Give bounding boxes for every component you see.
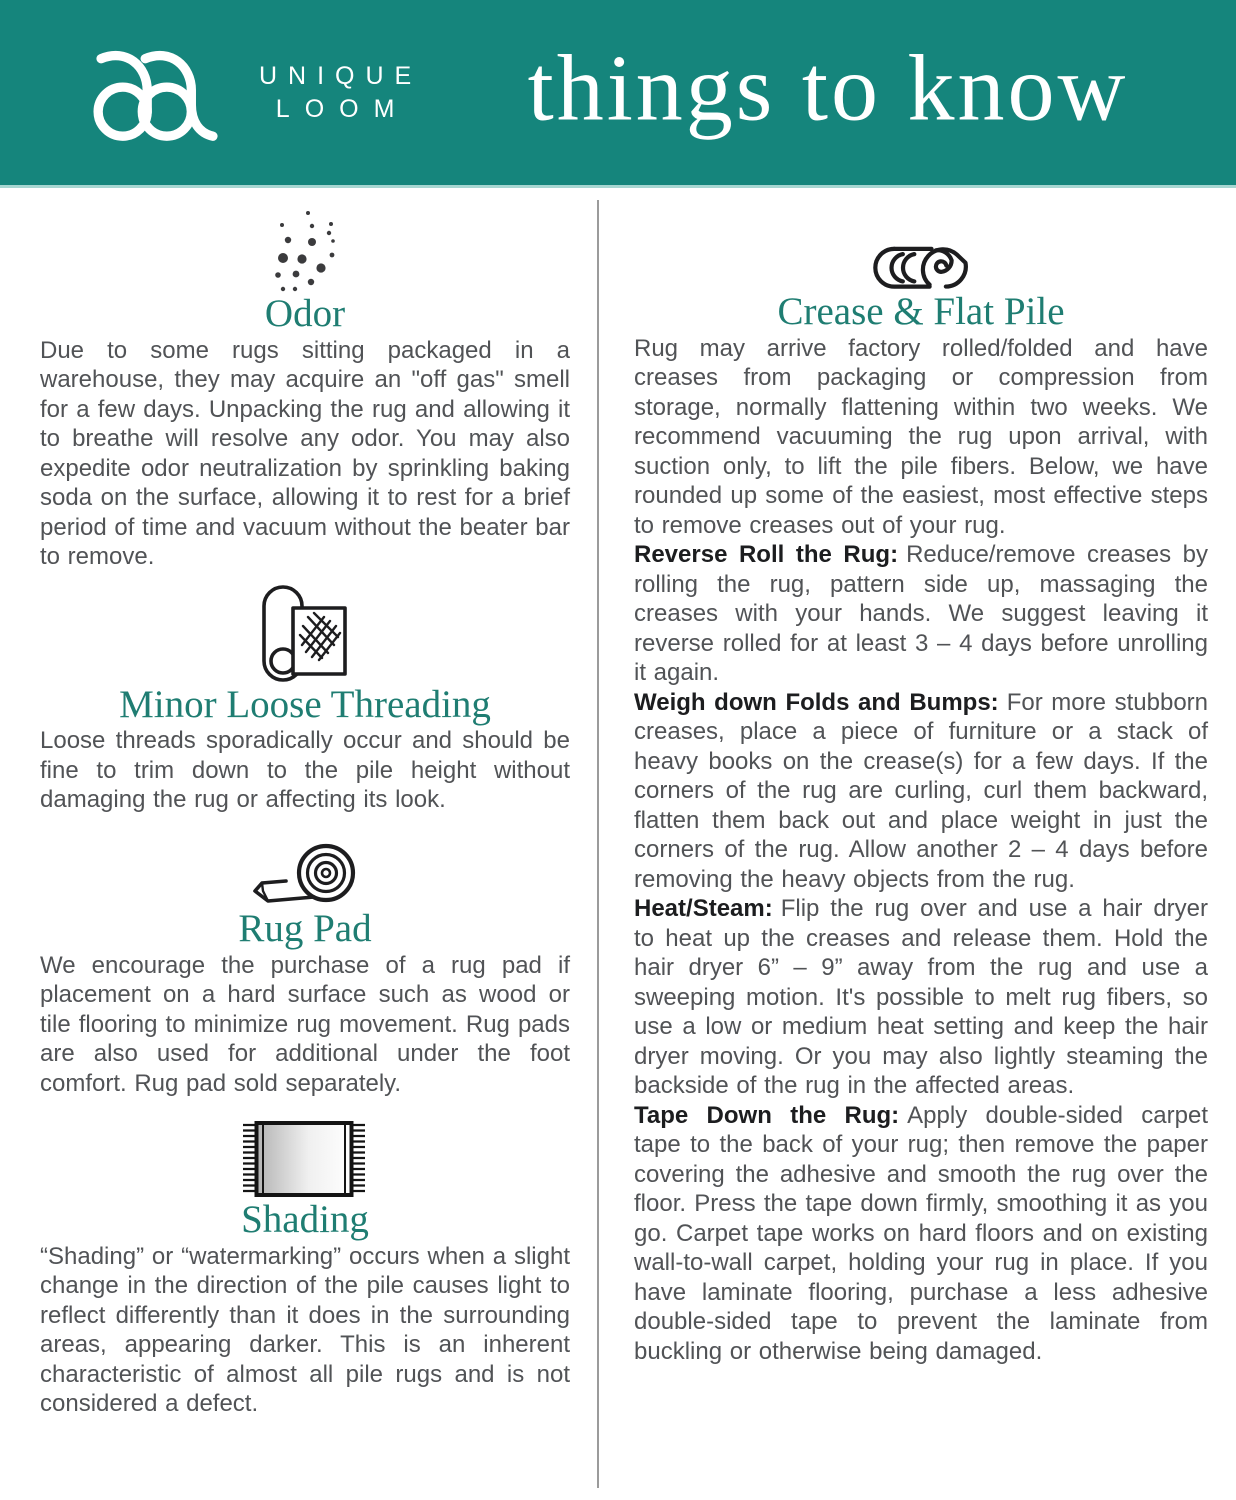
tip-weigh-down-label: Weigh down Folds and Bumps:	[634, 688, 999, 716]
tip-reverse-roll-label: Reverse Roll the Rug:	[634, 541, 899, 569]
brand-name-line2: LOOM	[275, 94, 410, 123]
left-column	[0, 188, 597, 1419]
section-body-odor: Due to some rugs sitting packaged in a warehouse, they may acquire an "off gas" smell for a few days. Unpacking the rug and allowing it to breathe will resolve any odor. You may also expedite odor neutralization by sprinkling baking soda on the surface, allowing it to rest for a brief period of time and vacuum without the beater bar to remove.	[40, 336, 570, 571]
section-heading-loose-threading: Minor Loose Threading	[119, 682, 491, 726]
tip-reverse-roll-text: Reduce/remove creases by rolling the rug, pattern side up, massaging the creases with your hands. We suggest leaving it reverse rolled for at least 3 – 4 days before unrolling it again.	[634, 541, 1209, 687]
right-column	[597, 188, 1236, 1419]
content	[0, 188, 1236, 1419]
fringed-rug-shading-icon	[40, 1120, 570, 1198]
tip-tape-down	[634, 1101, 1208, 1367]
tip-heat-steam	[634, 894, 1208, 1101]
banner	[0, 0, 1236, 188]
rolled-rug-crosshatch-icon	[40, 585, 570, 683]
tip-tape-down-label: Tape Down the Rug:	[634, 1101, 900, 1129]
tip-weigh-down	[634, 688, 1208, 895]
tip-tape-down-text: Apply double-sided carpet tape to the back of your rug; then remove the paper covering the adhesive and smooth the rug over the floor. Press the tape down firmly, smoothing it as you go. Carpet tape works on hard floors and on existing wall-to-wall carpet, holding your rug in place. If you have laminate flooring, purchase a less adhesive double-sided tape to prevent the laminate from buckling or otherwise being damaged.	[634, 1101, 1208, 1365]
brand-block	[92, 42, 422, 144]
page-title: things to know	[527, 36, 1129, 141]
tip-reverse-roll	[634, 540, 1208, 688]
odor-sprinkle-dots-icon	[40, 210, 570, 292]
section-heading-shading: Shading	[241, 1198, 369, 1242]
section-heading-crease-flat-pile: Crease & Flat Pile	[777, 290, 1065, 333]
unique-loom-logo-icon	[92, 42, 222, 144]
brand-name	[248, 60, 422, 126]
brand-name-line1: UNIQUE	[259, 61, 423, 90]
section-body-rug-pad: We encourage the purchase of a rug pad if placement on a hard surface such as wood or tile flooring to minimize rug movement. Rug pads are also used for additional under the foot comfort. Rug pad sold separately.	[40, 951, 570, 1097]
section-heading-odor: Odor	[264, 292, 346, 335]
tip-weigh-down-text: For more stubborn creases, place a piece of furniture or a stack of heavy books on the crease(s) for a few days. If the corners of the rug are curling, curl them backward, flatten them back out and place weight in just the corners of the rug. Allow another 2 – 4 days before removing the heavy objects from the rug.	[634, 688, 1209, 893]
tip-heat-steam-label: Heat/Steam:	[634, 895, 773, 923]
section-body-shading: “Shading” or “watermarking” occurs when a slight change in the direction of the pile causes light to reflect differently than it does in the surrounding areas, appearing darker. This is an inherent characteristic of almost all pile rugs and is not considered a defect.	[40, 1242, 570, 1418]
section-body-crease-intro: Rug may arrive factory rolled/folded and have creases from packaging or compression from storage, normally flattening within two weeks. We recommend vacuuming the rug upon arrival, with suction only, to lift the pile fibers. Below, we have rounded up some of the easiest, most effective steps to remove creases out of your rug.	[634, 334, 1208, 539]
column-divider	[597, 200, 599, 1488]
section-body-loose-threading: Loose threads sporadically occur and should be fine to trim down to the pile height without damaging the rug or affecting its look.	[40, 727, 570, 814]
rolled-rug-spiral-icon	[634, 246, 1208, 290]
tip-heat-steam-text: Flip the rug over and use a hair dryer to heat up the creases and release them. Hold the hair dryer 6” – 9” away from the rug and use a sweeping motion. It's possible to melt rug fibers, so use a low or medium heat setting and keep the hair dryer moving. Or you may also lightly steaming the backside of the rug in the affected areas.	[634, 895, 1208, 1100]
section-heading-rug-pad: Rug Pad	[238, 906, 372, 950]
rug-pad-roll-icon	[40, 841, 570, 907]
